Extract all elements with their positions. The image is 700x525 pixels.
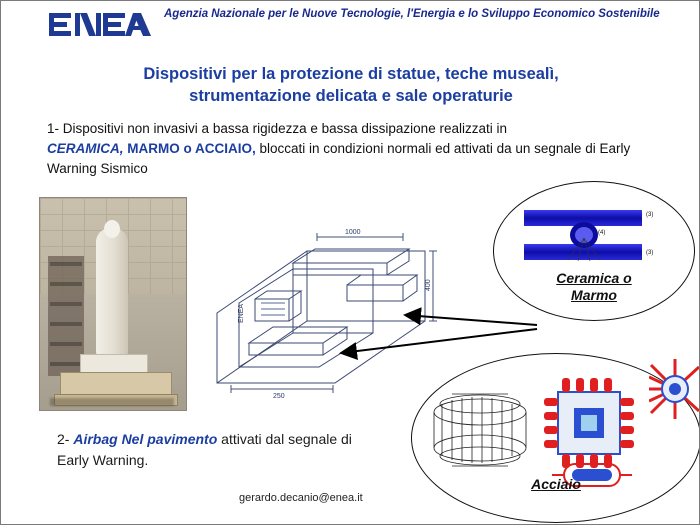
ceramic-caption-line2: Marmo <box>571 287 617 303</box>
statue-photo <box>39 197 187 411</box>
arrow-to-ceramic <box>405 315 537 325</box>
arrow-to-steel <box>341 329 537 353</box>
item1-material-marmo-acciaio: MARMO o ACCIAIO, <box>123 141 256 156</box>
steel-caption: Acciaio <box>531 476 581 492</box>
page-title-line1: Dispositivi per la protezione di statue, teche musealì, <box>143 65 559 83</box>
ceramic-device-figure <box>518 204 670 266</box>
body-item-1 <box>47 119 659 179</box>
cad-label-2: 250 <box>273 393 285 400</box>
item1-material-ceramica: CERAMICA, <box>47 141 124 156</box>
contact-email[interactable]: gerardo.decanio@enea.it <box>239 492 363 504</box>
ceramic-caption <box>494 270 694 304</box>
cad-label-0: 1000 <box>345 229 361 236</box>
photo-shadow <box>50 398 174 406</box>
ceramic-caption-line1: Ceramica o <box>556 270 632 286</box>
callout-ceramic <box>493 181 695 321</box>
page-title-line2: strumentazione delicata e sale operaturie <box>189 87 513 105</box>
item2-highlight: Airbag Nel pavimento <box>73 431 218 447</box>
item1-lead: 1- Dispositivi non invasivi a bassa rigidezza e bassa dissipazione realizzati in <box>47 121 507 136</box>
item2-tail: attivati dal segnale di Early Warning. <box>57 431 352 468</box>
ceramic-label-2: (3) <box>646 250 654 256</box>
steel-chip-device <box>544 378 634 468</box>
photo-statue-head <box>104 220 120 238</box>
cad-label-3: ENEA <box>238 303 245 323</box>
item2-number: 2- <box>57 431 70 447</box>
body-item-2 <box>57 429 387 471</box>
page-title <box>41 63 661 107</box>
steel-radial-device <box>649 359 700 419</box>
ceramic-label-0: (3) <box>646 212 654 218</box>
cad-label-1: 400 <box>425 279 432 291</box>
photo-scaffold <box>48 256 84 376</box>
header-subtitle: Agenzia Nazionale per le Nuove Tecnologie, l'Energia e lo Sviluppo Economico Sostenibile <box>164 8 660 20</box>
photo-statue <box>96 228 128 356</box>
ceramic-label-1: (4) <box>598 230 606 236</box>
steel-drum-wireframe <box>434 394 526 466</box>
enea-logo <box>47 9 152 41</box>
enea-logo-mark <box>47 9 152 41</box>
item1-tail: bloccati in condizioni normali ed attivati da un segnale di Early Warning Sismico <box>47 141 631 176</box>
